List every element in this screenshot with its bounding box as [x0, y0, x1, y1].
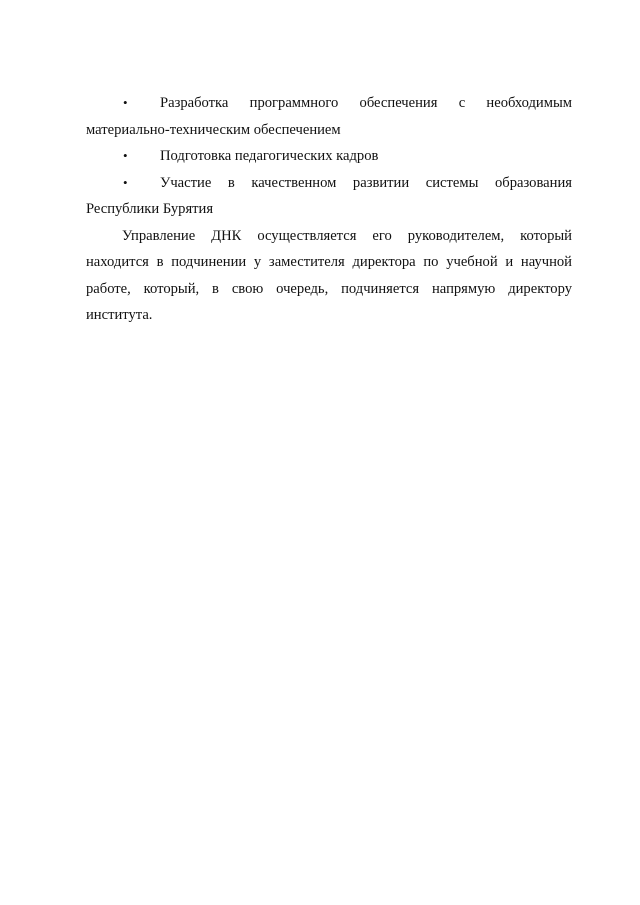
bullet-icon: •	[123, 148, 128, 163]
list-item-text: Разработка программного обеспечения с необходимым материально-техническим обеспечением	[86, 95, 572, 138]
list-item	[86, 90, 572, 143]
list-item	[86, 170, 572, 223]
list-item-text: Участие в качественном развитии системы образования Республики Бурятия	[86, 174, 572, 217]
bullet-icon: •	[123, 174, 128, 190]
list-item	[86, 143, 572, 170]
body-paragraph: Управление ДНК осуществляется его руководителем, который находится в подчинении у заместителя директора по учебной и научной работе, который, в свою очередь, подчиняется напрямую директору института.	[86, 227, 572, 323]
document-body	[86, 90, 572, 329]
list-item-text: Подготовка педагогических кадров	[160, 148, 379, 164]
bullet-icon: •	[123, 95, 128, 110]
